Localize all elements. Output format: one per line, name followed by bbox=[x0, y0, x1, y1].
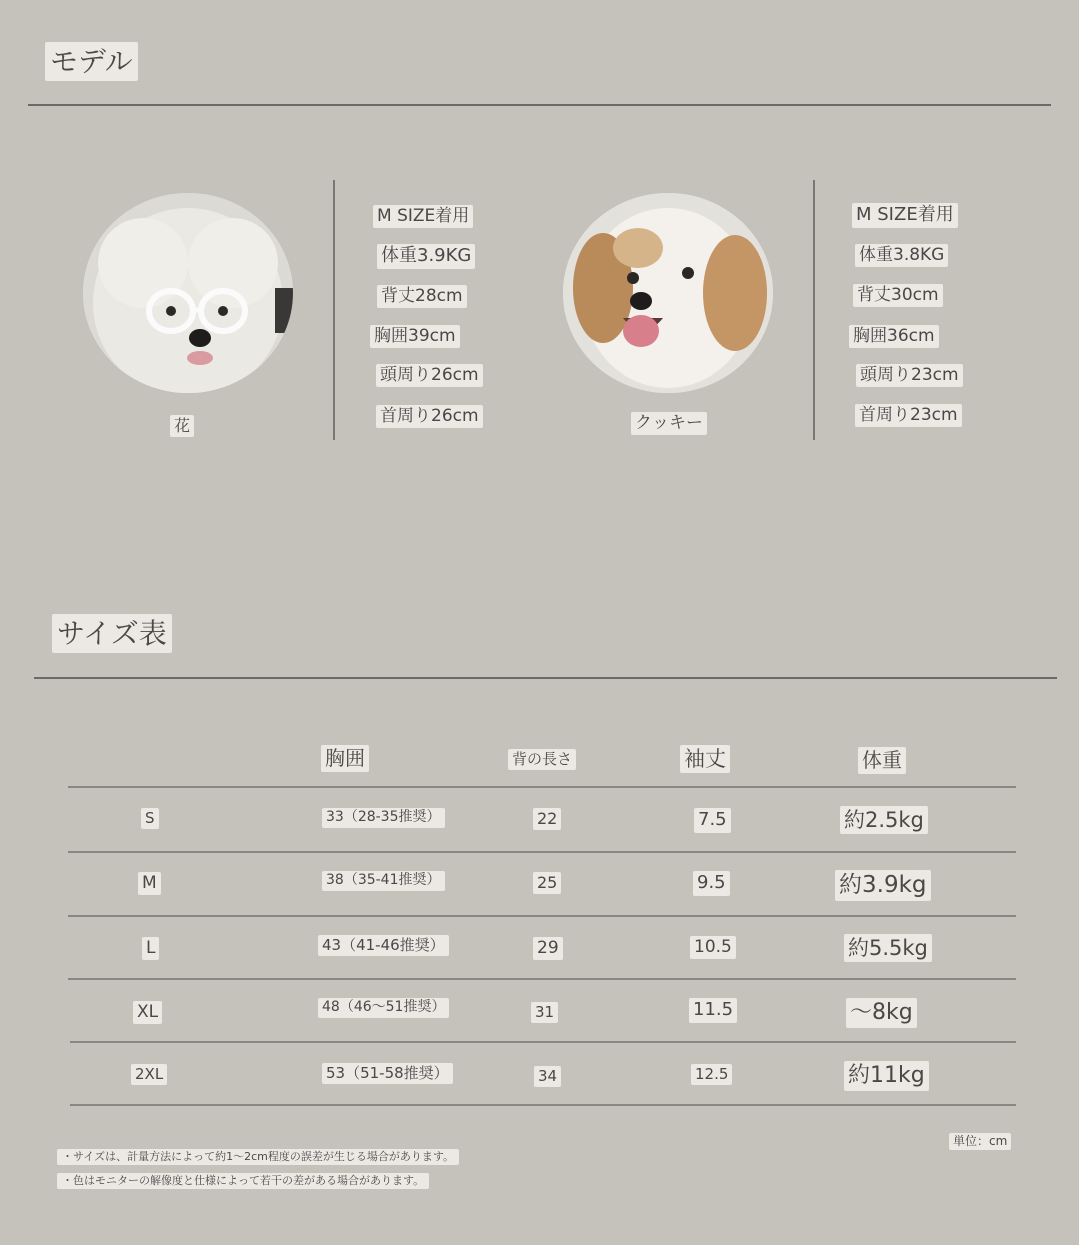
model-2-stat-chest: 胸囲36cm bbox=[849, 325, 939, 348]
model-1-stat-back: 背丈28cm bbox=[377, 285, 467, 308]
row-s-size: S bbox=[141, 808, 159, 829]
model-name-hana: 花 bbox=[170, 415, 194, 437]
row-m-weight: 約3.9kg bbox=[835, 870, 931, 901]
model-section-title: モデル bbox=[45, 42, 138, 81]
row-xl-chest: 48（46～51推奨） bbox=[318, 998, 449, 1018]
table-row-line bbox=[68, 851, 1016, 853]
model-2-stat-head: 頭周り23cm bbox=[856, 364, 963, 387]
row-2xl-back: 34 bbox=[534, 1066, 561, 1087]
row-xl-size: XL bbox=[133, 1001, 162, 1024]
model-2-stat-size: M SIZE着用 bbox=[852, 203, 958, 228]
model-2-stat-back: 背丈30cm bbox=[853, 284, 943, 307]
table-row-line bbox=[68, 915, 1016, 917]
row-m-chest: 38（35-41推奨） bbox=[322, 871, 445, 891]
row-xl-back: 31 bbox=[531, 1002, 558, 1023]
row-m-size: M bbox=[138, 872, 161, 895]
model-1-divider bbox=[333, 180, 335, 440]
model-2-divider bbox=[813, 180, 815, 440]
row-l-weight: 約5.5kg bbox=[844, 934, 932, 962]
row-s-back: 22 bbox=[533, 808, 561, 830]
row-xl-weight: ～8kg bbox=[846, 998, 917, 1028]
model-1-stat-size: M SIZE着用 bbox=[373, 205, 473, 228]
unit-label: 単位：cm bbox=[949, 1133, 1011, 1150]
header-chest: 胸囲 bbox=[321, 745, 369, 772]
table-header-line bbox=[68, 786, 1016, 788]
brown-white-dog-photo-icon bbox=[563, 193, 773, 393]
model-2-stat-neck: 首周り23cm bbox=[855, 404, 962, 427]
row-2xl-chest: 53（51-58推奨） bbox=[322, 1063, 453, 1084]
row-s-chest: 33（28-35推奨） bbox=[322, 808, 445, 828]
row-l-size: L bbox=[142, 937, 159, 960]
size-section-title: サイズ表 bbox=[52, 614, 172, 653]
model-1-stat-chest: 胸囲39cm bbox=[370, 325, 460, 348]
row-2xl-sleeve: 12.5 bbox=[691, 1064, 732, 1085]
model-1-stat-head: 頭周り26cm bbox=[376, 364, 483, 387]
row-s-sleeve: 7.5 bbox=[694, 808, 731, 833]
model-name-cookie: クッキー bbox=[631, 412, 707, 435]
table-row-line bbox=[68, 978, 1016, 980]
model-1-stat-weight: 体重3.9KG bbox=[377, 244, 475, 269]
table-bottom-line bbox=[70, 1104, 1016, 1106]
model-2-stat-weight: 体重3.8KG bbox=[855, 244, 948, 267]
row-l-sleeve: 10.5 bbox=[690, 936, 736, 959]
header-back-length: 背の長さ bbox=[508, 749, 576, 770]
row-xl-sleeve: 11.5 bbox=[689, 998, 737, 1023]
row-2xl-weight: 約11kg bbox=[844, 1061, 929, 1091]
row-l-chest: 43（41-46推奨） bbox=[318, 935, 449, 956]
table-row-line bbox=[70, 1041, 1016, 1043]
white-dog-with-glasses-photo-icon bbox=[83, 193, 293, 393]
row-2xl-size: 2XL bbox=[131, 1064, 167, 1085]
header-sleeve: 袖丈 bbox=[680, 745, 730, 773]
model-1-stat-neck: 首周り26cm bbox=[376, 405, 483, 428]
row-m-sleeve: 9.5 bbox=[693, 871, 730, 896]
row-s-weight: 約2.5kg bbox=[840, 806, 928, 834]
note-color: ・色はモニターの解像度と仕様によって若干の差がある場合があります。 bbox=[57, 1173, 429, 1189]
row-m-back: 25 bbox=[533, 872, 561, 894]
header-weight: 体重 bbox=[858, 747, 906, 774]
size-section-divider bbox=[34, 677, 1057, 679]
note-measurement: ・サイズは、計量方法によって約1～2cm程度の誤差が生じる場合があります。 bbox=[57, 1149, 459, 1165]
row-l-back: 29 bbox=[533, 937, 563, 960]
model-section-divider bbox=[28, 104, 1051, 106]
